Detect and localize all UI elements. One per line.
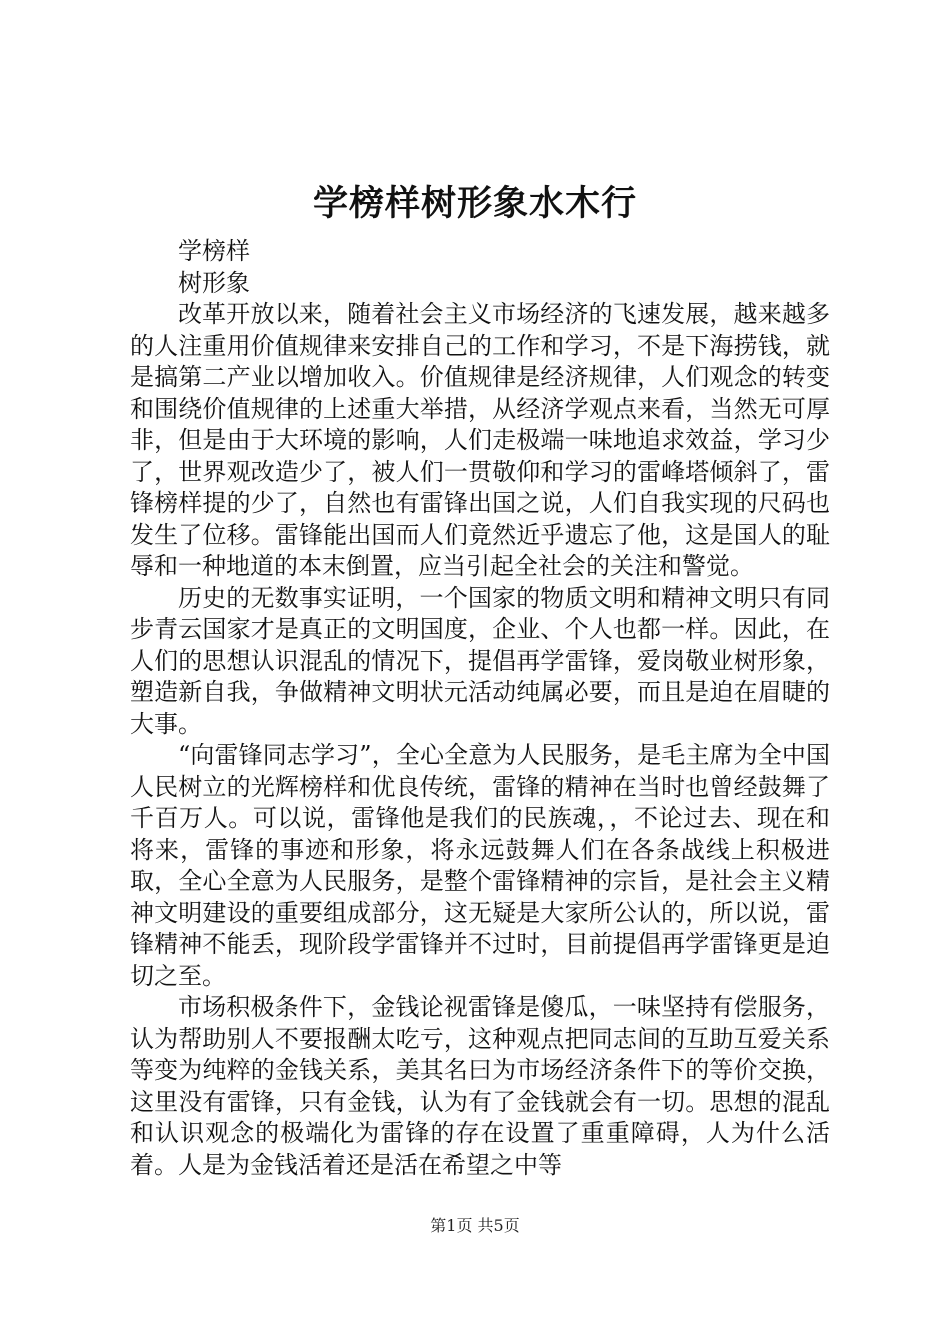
paragraph: 历史的无数事实证明，一个国家的物质文明和精神文明只有同步青云国家才是真正的文明国度，企业、个人也都一样。因此，在人们的思想认识混乱的情况下，提倡再学雷锋，爱岗敬业树形象，塑造新自我，争做精神文明状元活动纯属必要，而且是迫在眉睫的大事。 xyxy=(130,583,830,738)
document-body xyxy=(130,236,830,1181)
page-footer: 第1页 共5页 xyxy=(430,1216,520,1235)
paragraph: 树形象 xyxy=(178,268,250,297)
paragraph: 市场积极条件下，金钱论视雷锋是傻瓜，一味坚持有偿服务，认为帮助别人不要报酬太吃亏，这种观点把同志间的互助互爱关系等变为纯粹的金钱关系，美其名曰为市场经济条件下的等价交换，这里没有雷锋，只有金钱，认为有了金钱就会有一切。思想的混乱和认识观念的极端化为雷锋的存在设置了重重障碍，人为什么活着。人是为金钱活着还是活在希望之中等 xyxy=(130,993,830,1179)
paragraph: 学榜样 xyxy=(178,237,250,265)
paragraph: “向雷锋同志学习”，全心全意为人民服务，是毛主席为全中国人民树立的光辉榜样和优良传统，雷锋的精神在当时也曾经鼓舞了千百万人。可以说，雷锋他是我们的民族魂，，不论过去、现在和将来，雷锋的事迹和形象，将永远鼓舞人们在各条战线上积极进取，全心全意为人民服务，是整个雷锋精神的宗旨，是社会主义精神文明建设的重要组成部分，这无疑是大家所公认的，所以说，雷锋精神不能丢，现阶段学雷锋并不过时，目前提倡再学雷锋更是迫切之至。 xyxy=(130,741,830,990)
document-title: 学榜样树形象水木行 xyxy=(312,183,637,224)
paragraph: 改革开放以来，随着社会主义市场经济的飞速发展，越来越多的人注重用价值规律来安排自己的工作和学习，不是下海捞钱，就是搞第二产业以增加收入。价值规律是经济规律，人们观念的转变和围绕价值规律的上述重大举措，从经济学观点来看，当然无可厚非，但是由于大环境的影响，人们走极端一味地追求效益，学习少了，世界观改造少了，被人们一贯敬仰和学习的雷峰塔倾斜了，雷锋榜样提的少了，自然也有雷锋出国之说，人们自我实现的尺码也发生了位移。雷锋能出国而人们竟然近乎遗忘了他，这是国人的耻辱和一种地道的本末倒置，应当引起全社会的关注和警觉。 xyxy=(130,300,830,580)
